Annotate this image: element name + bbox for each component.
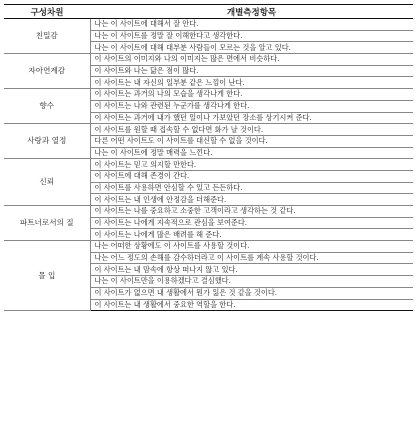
item-cell: 나는 이 사이트만을 이용하겠다고 결심했다. bbox=[90, 276, 413, 288]
header-row bbox=[4, 5, 413, 19]
table-row bbox=[4, 89, 413, 101]
table-body bbox=[4, 19, 413, 311]
table-row bbox=[4, 206, 413, 218]
dimension-cell: 친밀감 bbox=[4, 19, 90, 54]
item-cell: 이 사이트와 나는 닮은 점이 많다. bbox=[90, 65, 413, 77]
dimension-cell: 파트너로서의 질 bbox=[4, 206, 90, 241]
item-cell: 이 사이트가 없으면 내 생활에서 뭔가 잃은 것 같을 것이다. bbox=[90, 287, 413, 299]
dimension-cell: 신뢰 bbox=[4, 159, 90, 206]
item-cell: 나는 이 사이트에 대해 대부분 사람들이 모르는 것을 알고 있다. bbox=[90, 42, 413, 54]
header-items: 개별측정항목 bbox=[90, 5, 413, 19]
item-cell: 이 사이트에 대해 존경이 간다. bbox=[90, 170, 413, 182]
item-cell: 나는 이 사이트에 정말 매력을 느낀다. bbox=[90, 147, 413, 159]
item-cell: 다른 어떤 사이트도 이 사이트를 대신할 수 없을 것이다. bbox=[90, 135, 413, 147]
item-cell: 나는 이 사이트를 정말 잘 이해한다고 생각한다. bbox=[90, 30, 413, 42]
item-cell: 이 사이트는 나에게 지속적으로 관심을 보여준다. bbox=[90, 217, 413, 229]
measurement-items-table bbox=[4, 4, 413, 311]
table-row bbox=[4, 19, 413, 31]
dimension-cell: 사랑과 열정 bbox=[4, 124, 90, 159]
item-cell: 이 사이트는 나에게 많은 배려를 해 준다. bbox=[90, 229, 413, 241]
item-cell: 이 사이트는 내 인생에 안정감을 더해준다. bbox=[90, 194, 413, 206]
table-row bbox=[4, 54, 413, 66]
item-cell: 이 사이트는 나를 중요하고 소중한 고객이라고 생각하는 것 같다. bbox=[90, 206, 413, 218]
item-cell: 나는 이 사이트에 대해서 잘 안다. bbox=[90, 19, 413, 31]
table-row bbox=[4, 159, 413, 171]
dimension-cell: 향수 bbox=[4, 89, 90, 124]
dimension-cell: 자아연계감 bbox=[4, 54, 90, 89]
table-row bbox=[4, 241, 413, 253]
measurement-items-table-container bbox=[4, 4, 413, 311]
item-cell: 이 사이트를 사용하면 안심할 수 있고 든든하다. bbox=[90, 182, 413, 194]
item-cell: 이 사이트의 이미지와 나의 이미지는 많은 면에서 비슷하다. bbox=[90, 54, 413, 66]
table-row bbox=[4, 124, 413, 136]
item-cell: 이 사이트는 믿고 의지할 만한다. bbox=[90, 159, 413, 171]
item-cell: 나는 어떠한 상황에도 이 사이트를 사용할 것이다. bbox=[90, 241, 413, 253]
item-cell: 이 사이트는 과거에 내가 했던 일이나 가보았던 장소를 상기시켜 준다. bbox=[90, 112, 413, 124]
item-cell: 이 사이트는 내 생활에서 중요한 역할을 한다. bbox=[90, 299, 413, 311]
item-cell: 이 사이트는 내 자신의 일부분 같은 느낌이 난다. bbox=[90, 77, 413, 89]
header-dimension: 구성차원 bbox=[4, 5, 90, 19]
item-cell: 이 사이트는 과거의 나의 모습을 생각나게 한다. bbox=[90, 89, 413, 101]
item-cell: 나는 어느 정도의 손해를 감수하더라고 이 사이트를 계속 사용할 것이다. bbox=[90, 252, 413, 264]
dimension-cell: 몰 입 bbox=[4, 241, 90, 311]
item-cell: 이 사이트는 나와 관련된 누군가를 생각나게 한다. bbox=[90, 100, 413, 112]
item-cell: 이 사이트를 원할 때 접속할 수 없다면 화가 날 것이다. bbox=[90, 124, 413, 136]
item-cell: 이 사이트는 내 맘속에 항상 떠나지 않고 있다. bbox=[90, 264, 413, 276]
